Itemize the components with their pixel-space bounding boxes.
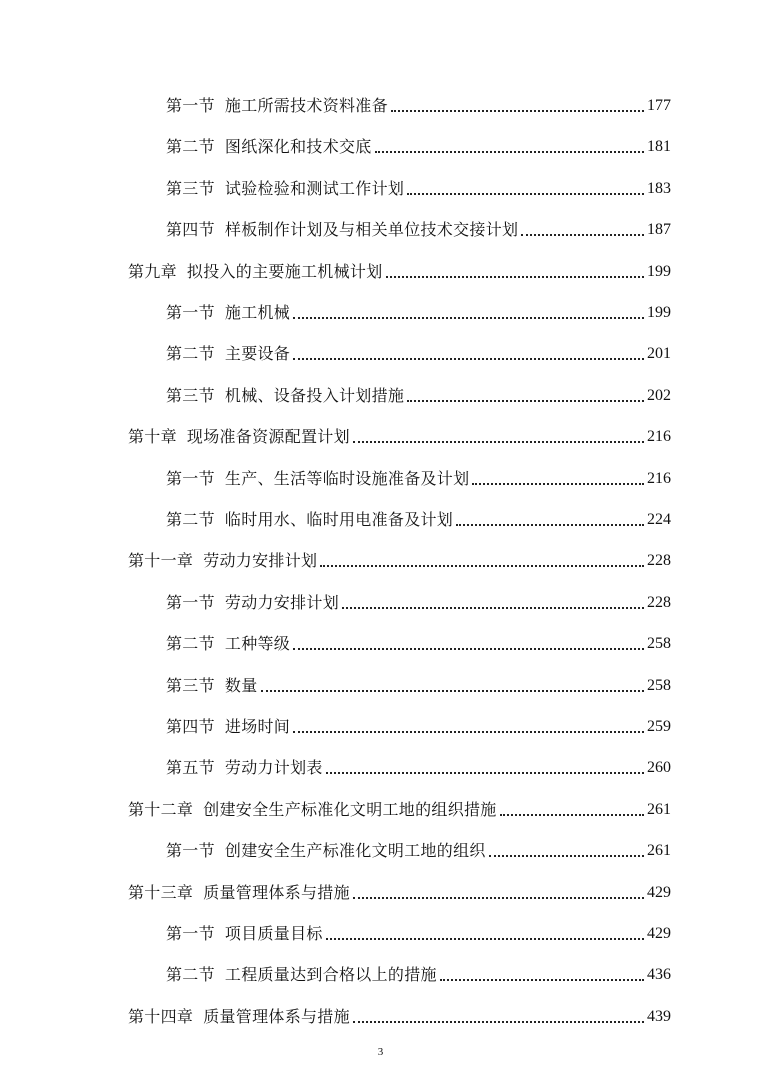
toc-entry-label: 第九章 [128, 261, 177, 281]
dot-leader [320, 565, 644, 567]
toc-entry-title: 生产、生活等临时设施准备及计划 [224, 468, 470, 488]
toc-entry-page-number: 199 [647, 304, 671, 321]
toc-entry-page-number: 228 [647, 552, 671, 570]
toc-entry-page-number: 177 [647, 97, 671, 114]
toc-section-entry[interactable] [0, 624, 761, 654]
toc-entry-title: 项目质量目标 [224, 924, 323, 943]
toc-entry-title: 施工机械 [224, 303, 291, 322]
toc-section-entry[interactable] [0, 914, 761, 944]
dot-leader [293, 648, 644, 650]
toc-section-entry[interactable] [0, 127, 761, 157]
toc-section-entry[interactable] [0, 293, 761, 323]
toc-entry-label: 第三节 [166, 675, 215, 695]
toc-entry-title: 劳动力计划表 [224, 758, 323, 778]
dot-leader [293, 358, 644, 360]
toc-entry-label: 第二节 [166, 510, 215, 529]
toc-entry-title: 劳动力安排计划 [203, 551, 318, 571]
toc-entry-label: 第一节 [166, 303, 215, 322]
toc-entry-label: 第四节 [166, 717, 215, 736]
dot-leader [456, 524, 644, 526]
toc-entry-label: 第三节 [166, 385, 215, 405]
dot-leader [293, 317, 644, 319]
toc-entry-page-number: 201 [647, 345, 671, 363]
dot-leader [407, 400, 644, 402]
toc-entry-page-number: 202 [647, 386, 671, 404]
dot-leader [500, 814, 644, 816]
toc-entry-label: 第五节 [166, 758, 215, 778]
toc-entry-label: 第一节 [166, 592, 215, 612]
toc-entry-label: 第二节 [166, 344, 215, 364]
toc-entry-label: 第一节 [166, 96, 215, 115]
toc-entry-label: 第一节 [166, 841, 215, 861]
dot-leader [342, 607, 644, 609]
toc-entry-page-number: 228 [647, 593, 671, 611]
toc-entry-title: 工种等级 [224, 634, 291, 654]
toc-section-entry[interactable] [0, 210, 761, 240]
toc-entry-page-number: 199 [647, 262, 671, 280]
toc-section-entry[interactable] [0, 831, 761, 861]
toc-entry-page-number: 258 [647, 635, 671, 653]
toc-entry-page-number: 429 [647, 925, 671, 942]
dot-leader [353, 441, 644, 443]
toc-entry-page-number: 436 [647, 966, 671, 984]
toc-entry-title: 工程质量达到合格以上的措施 [224, 965, 437, 985]
toc-entry-title: 样板制作计划及与相关单位技术交接计划 [224, 220, 519, 240]
toc-entry-page-number: 261 [647, 800, 671, 818]
toc-entry-label: 第一节 [166, 468, 215, 488]
dot-leader [353, 1021, 644, 1023]
toc-entry-page-number: 224 [647, 511, 671, 528]
toc-entry-title: 现场准备资源配置计划 [186, 427, 350, 447]
toc-entry-label: 第四节 [166, 220, 215, 240]
toc-entry-label: 第三节 [166, 178, 215, 198]
toc-entry-label: 第二节 [166, 634, 215, 654]
toc-section-entry[interactable] [0, 707, 761, 737]
dot-leader [326, 772, 644, 774]
dot-leader [521, 234, 644, 236]
toc-chapter-entry[interactable] [0, 790, 761, 820]
toc-entry-label: 第十章 [128, 427, 177, 447]
toc-section-entry[interactable] [0, 376, 761, 406]
toc-entry-page-number: 187 [647, 221, 671, 239]
dot-leader [326, 938, 644, 940]
toc-entry-page-number: 439 [647, 1007, 671, 1025]
toc-chapter-entry[interactable] [0, 417, 761, 447]
dot-leader [440, 979, 644, 981]
toc-entry-label: 第十二章 [128, 799, 194, 819]
toc-entry-label: 第二节 [166, 137, 215, 157]
dot-leader [489, 855, 644, 857]
toc-entry-page-number: 216 [647, 428, 671, 446]
toc-section-entry[interactable] [0, 169, 761, 199]
toc-entry-title: 质量管理体系与措施 [203, 882, 350, 902]
toc-chapter-entry[interactable] [0, 873, 761, 903]
toc-entry-title: 数量 [224, 675, 258, 695]
dot-leader [391, 110, 644, 112]
toc-entry-title: 创建安全生产标准化文明工地的组织 [224, 841, 486, 861]
toc-entry-title: 临时用水、临时用电准备及计划 [224, 510, 454, 529]
dot-leader [407, 193, 644, 195]
toc-entry-page-number: 181 [647, 138, 671, 156]
dot-leader [375, 151, 644, 153]
toc-section-entry[interactable] [0, 748, 761, 778]
toc-entry-title: 试验检验和测试工作计划 [224, 178, 405, 198]
page-number: 3 [377, 1046, 384, 1058]
toc-section-entry[interactable] [0, 334, 761, 364]
dot-leader [386, 276, 644, 278]
toc-entry-title: 创建安全生产标准化文明工地的组织措施 [203, 799, 497, 819]
toc-entry-page-number: 260 [647, 759, 671, 777]
toc-entry-title: 进场时间 [224, 717, 291, 736]
toc-entry-page-number: 259 [647, 718, 671, 735]
toc-section-entry[interactable] [0, 955, 761, 985]
toc-entry-page-number: 429 [647, 883, 671, 901]
dot-leader [261, 690, 644, 692]
toc-section-entry[interactable] [0, 459, 761, 489]
toc-section-entry[interactable] [0, 500, 761, 530]
toc-entry-label: 第十一章 [128, 551, 194, 571]
toc-entry-title: 机械、设备投入计划措施 [224, 385, 405, 405]
toc-entry-page-number: 258 [647, 676, 671, 694]
toc-entry-label: 第二节 [166, 965, 215, 985]
toc-entry-page-number: 183 [647, 179, 671, 197]
toc-entry-page-number: 261 [647, 842, 671, 860]
toc-entry-title: 劳动力安排计划 [224, 592, 340, 612]
dot-leader [293, 731, 644, 733]
toc-entry-title: 拟投入的主要施工机械计划 [186, 261, 383, 281]
toc-section-entry[interactable] [0, 583, 761, 613]
toc-entry-title: 主要设备 [224, 344, 291, 364]
dot-leader [472, 483, 644, 485]
toc-entry-label: 第一节 [166, 924, 215, 943]
toc-entry-title: 质量管理体系与措施 [203, 1006, 350, 1026]
toc-section-entry[interactable] [0, 666, 761, 696]
toc-entry-label: 第十四章 [128, 1006, 194, 1026]
dot-leader [353, 897, 644, 899]
toc-chapter-entry[interactable] [0, 252, 761, 282]
toc-entry-title: 施工所需技术资料准备 [224, 96, 388, 115]
toc-chapter-entry[interactable] [0, 997, 761, 1027]
toc-section-entry[interactable] [0, 86, 761, 116]
toc-chapter-entry[interactable] [0, 541, 761, 571]
toc-entry-label: 第十三章 [128, 882, 194, 902]
toc-entry-page-number: 216 [647, 469, 671, 487]
toc-entry-title: 图纸深化和技术交底 [224, 137, 372, 157]
